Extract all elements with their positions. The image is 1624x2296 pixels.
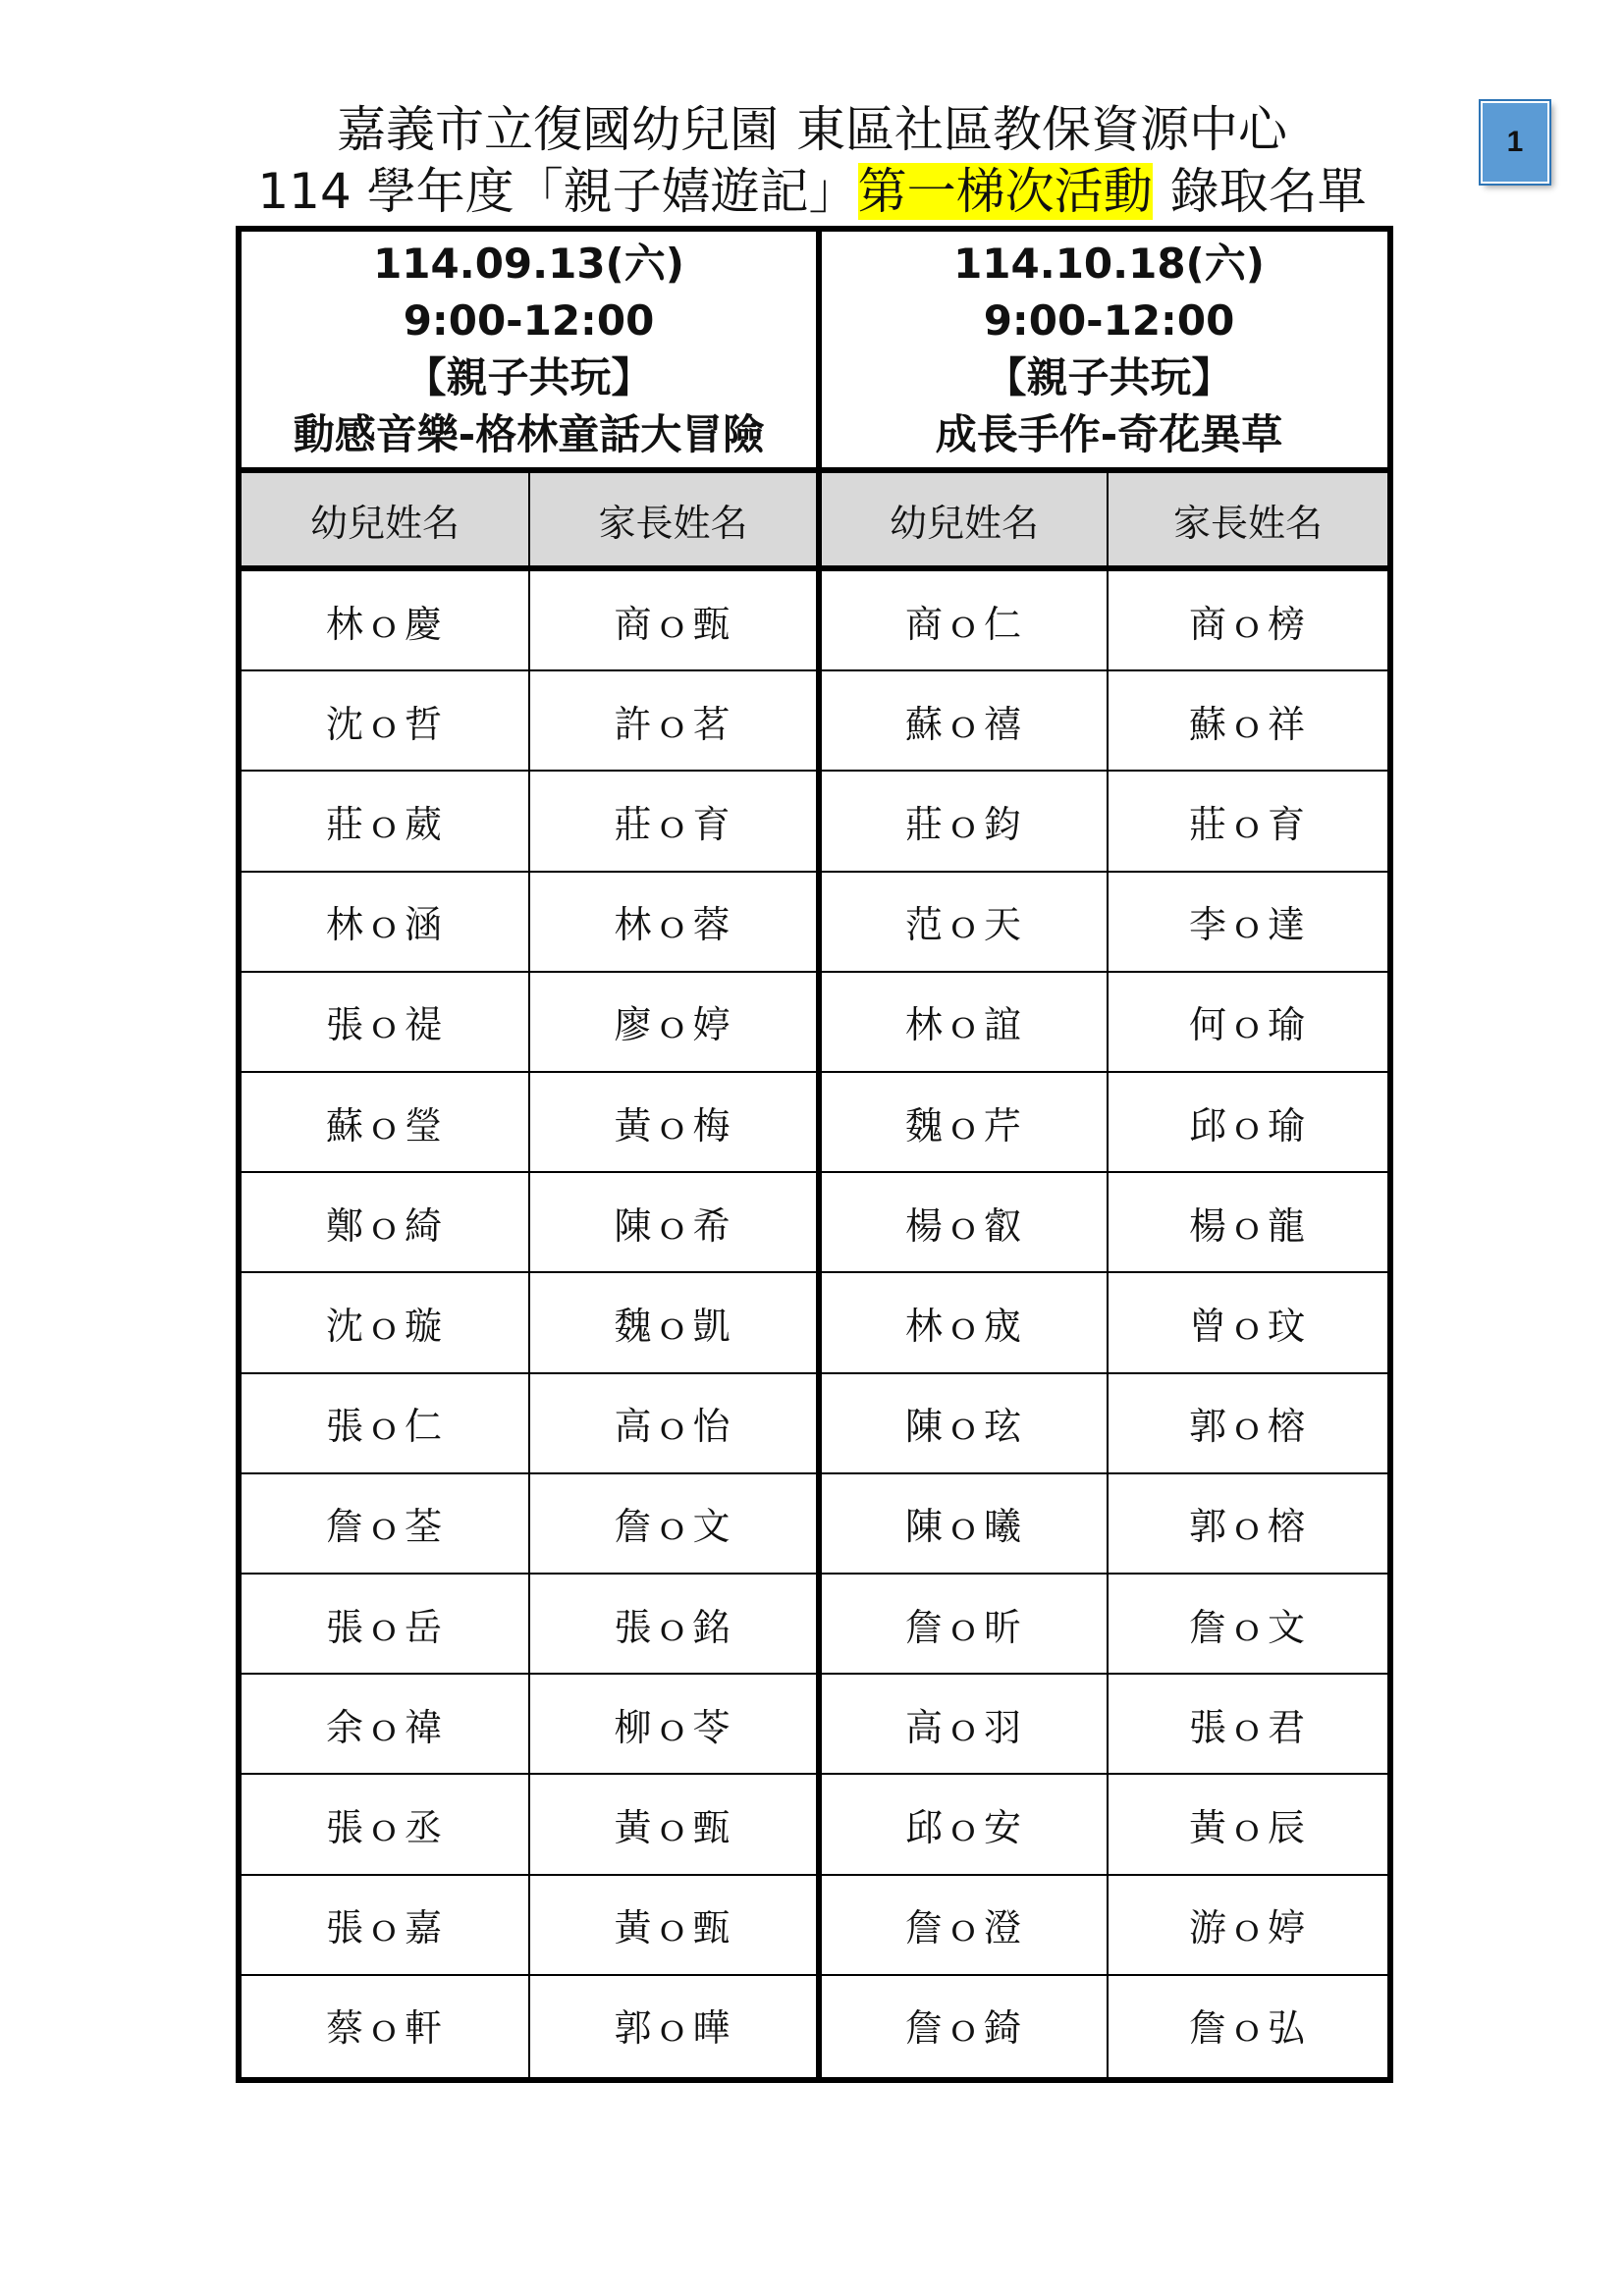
divider [242, 467, 1387, 473]
column-header-row [242, 473, 1387, 565]
table-row [242, 1474, 1387, 1575]
child-name-cell: 余ｏ禕 [325, 1705, 444, 1749]
child-name-cell: 楊ｏ叡 [904, 1203, 1023, 1248]
parent-name-cell: 郭ｏ榕 [1188, 1405, 1307, 1449]
parent-name-cell: 柳ｏ苓 [614, 1705, 732, 1749]
table-row [242, 1273, 1387, 1373]
parent-name-cell: 黃ｏ梅 [614, 1103, 732, 1148]
session-time: 9:00-12:00 [983, 296, 1235, 345]
table-row [242, 1775, 1387, 1875]
title-line-2 [0, 162, 1624, 221]
parent-name-cell: 蘇ｏ祥 [1188, 702, 1307, 746]
column-header-child-name: 幼兒姓名 [889, 501, 1039, 545]
child-name-cell: 邱ｏ安 [904, 1805, 1023, 1849]
child-name-cell: 鄭ｏ綺 [325, 1203, 444, 1248]
table-row [242, 1876, 1387, 1976]
parent-name-cell: 莊ｏ育 [614, 802, 732, 846]
parent-name-cell: 林ｏ蓉 [614, 903, 732, 947]
parent-name-cell: 張ｏ銘 [614, 1605, 732, 1649]
session-type: 【親子共玩】 [405, 353, 653, 401]
table-row [242, 973, 1387, 1073]
parent-name-cell: 游ｏ婷 [1188, 1906, 1307, 1950]
table-row [242, 1575, 1387, 1675]
parent-name-cell: 許ｏ茗 [614, 702, 732, 746]
child-name-cell: 范ｏ天 [904, 903, 1023, 947]
parent-name-cell: 李ｏ達 [1188, 903, 1307, 947]
title-line-1 [0, 100, 1624, 159]
table-row [242, 772, 1387, 872]
child-name-cell: 林ｏ涵 [325, 903, 444, 947]
child-name-cell: 陳ｏ玹 [904, 1405, 1023, 1449]
parent-name-cell: 魏ｏ凱 [614, 1304, 732, 1348]
child-name-cell: 蘇ｏ禧 [904, 702, 1023, 746]
table-row [242, 1675, 1387, 1775]
child-name-cell: 莊ｏ鈞 [904, 802, 1023, 846]
column-header-parent-name: 家長姓名 [598, 501, 748, 545]
parent-name-cell: 高ｏ怡 [614, 1405, 732, 1449]
table-row [242, 873, 1387, 973]
parent-name-cell: 詹ｏ弘 [1188, 2006, 1307, 2051]
school-name: 嘉義市立復國幼兒園 [337, 101, 779, 158]
table-row [242, 571, 1387, 671]
child-name-cell: 林ｏ宬 [904, 1304, 1023, 1348]
child-name-cell: 張ｏ岳 [325, 1605, 444, 1649]
divider [528, 473, 530, 2077]
child-name-cell: 魏ｏ芹 [904, 1103, 1023, 1148]
parent-name-cell: 莊ｏ育 [1188, 802, 1307, 846]
parent-name-cell: 黃ｏ辰 [1188, 1805, 1307, 1849]
child-name-cell: 詹ｏ澄 [904, 1906, 1023, 1950]
center-name: 東區社區教保資源中心 [796, 101, 1287, 158]
parent-name-cell: 詹ｏ文 [1188, 1605, 1307, 1649]
program-name: 114 學年度「親子嬉遊記」 [257, 163, 858, 220]
table-row [242, 1073, 1387, 1173]
divider [816, 232, 822, 2077]
session-header-1 [242, 232, 816, 467]
child-name-cell: 蔡ｏ軒 [325, 2006, 444, 2051]
page-number-badge: 1 [1481, 101, 1549, 184]
parent-name-cell: 陳ｏ希 [614, 1203, 732, 1248]
child-name-cell: 沈ｏ哲 [325, 702, 444, 746]
parent-name-cell: 黃ｏ甄 [614, 1906, 732, 1950]
child-name-cell: 張ｏ嘉 [325, 1906, 444, 1950]
session-date: 114.10.18(六) [953, 240, 1265, 288]
batch-highlight: 第一梯次活動 [857, 163, 1153, 220]
child-name-cell: 詹ｏ荃 [325, 1505, 444, 1549]
parent-name-cell: 張ｏ君 [1188, 1705, 1307, 1749]
column-header-parent-name: 家長姓名 [1172, 501, 1323, 545]
parent-name-cell: 郭ｏ曄 [614, 2006, 732, 2051]
session-type: 【親子共玩】 [985, 353, 1233, 401]
divider [1107, 473, 1109, 2077]
column-header-child-name: 幼兒姓名 [309, 501, 460, 545]
parent-name-cell: 商ｏ甄 [614, 602, 732, 646]
list-label: 錄取名單 [1169, 163, 1367, 220]
child-name-cell: 林ｏ慶 [325, 602, 444, 646]
child-name-cell: 沈ｏ璇 [325, 1304, 444, 1348]
session-header-2 [822, 232, 1396, 467]
admission-table [236, 226, 1393, 2083]
child-name-cell: 張ｏ禔 [325, 1003, 444, 1047]
child-name-cell: 張ｏ丞 [325, 1805, 444, 1849]
parent-name-cell: 何ｏ瑜 [1188, 1003, 1307, 1047]
parent-name-cell: 楊ｏ龍 [1188, 1203, 1307, 1248]
divider [242, 565, 1387, 571]
session-name: 成長手作-奇花異草 [935, 410, 1283, 458]
parent-name-cell: 黃ｏ甄 [614, 1805, 732, 1849]
child-name-cell: 林ｏ誼 [904, 1003, 1023, 1047]
parent-name-cell: 廖ｏ婷 [614, 1003, 732, 1047]
parent-name-cell: 商ｏ榜 [1188, 602, 1307, 646]
child-name-cell: 商ｏ仁 [904, 602, 1023, 646]
parent-name-cell: 詹ｏ文 [614, 1505, 732, 1549]
session-name: 動感音樂-格林童話大冒險 [293, 410, 765, 458]
parent-name-cell: 郭ｏ榕 [1188, 1505, 1307, 1549]
table-row [242, 1173, 1387, 1273]
session-time: 9:00-12:00 [403, 296, 655, 345]
parent-name-cell: 邱ｏ瑜 [1188, 1103, 1307, 1148]
child-name-cell: 張ｏ仁 [325, 1405, 444, 1449]
session-date: 114.09.13(六) [373, 240, 684, 288]
child-name-cell: 陳ｏ曦 [904, 1505, 1023, 1549]
table-row [242, 1374, 1387, 1474]
table-row [242, 1976, 1387, 2076]
child-name-cell: 莊ｏ葳 [325, 802, 444, 846]
child-name-cell: 詹ｏ昕 [904, 1605, 1023, 1649]
table-row [242, 671, 1387, 772]
child-name-cell: 高ｏ羽 [904, 1705, 1023, 1749]
child-name-cell: 詹ｏ錡 [904, 2006, 1023, 2051]
child-name-cell: 蘇ｏ瑩 [325, 1103, 444, 1148]
parent-name-cell: 曾ｏ玟 [1188, 1304, 1307, 1348]
